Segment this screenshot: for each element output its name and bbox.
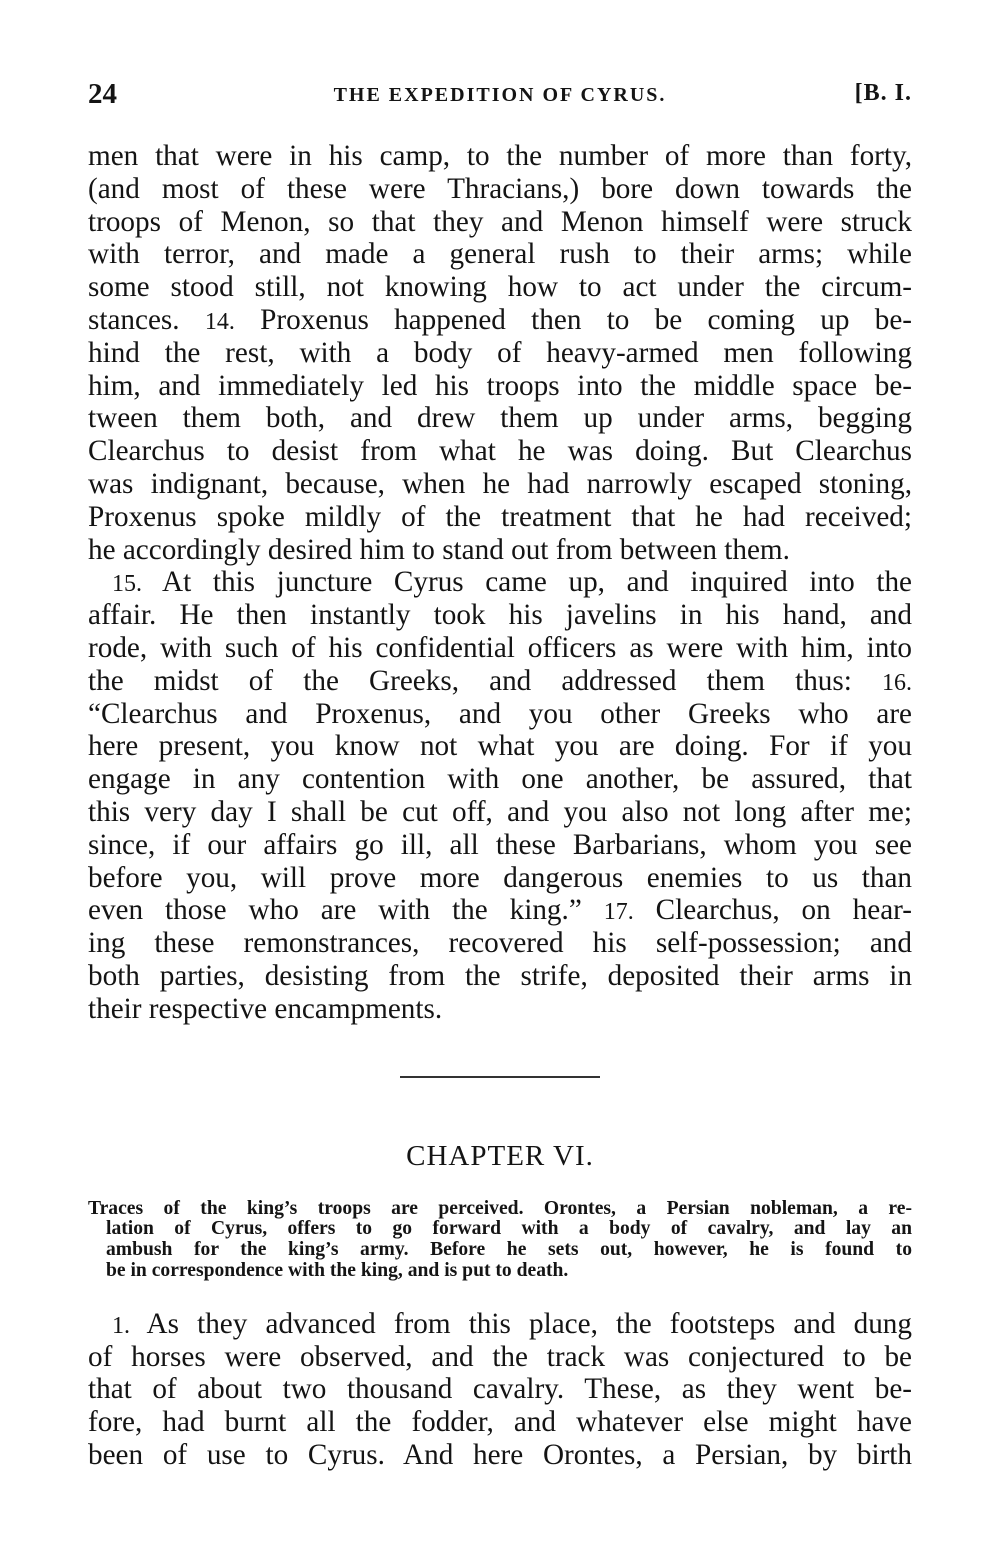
text-line	[88, 665, 912, 698]
line-text: At this juncture Cyrus came up, and inquired into the	[162, 566, 913, 599]
text-line: ing these remonstrances, recovered his self-possession; and	[88, 927, 912, 960]
section-number: 16.	[882, 669, 913, 696]
text-line: (and most of these were Thracians,) bore down towards the	[88, 172, 912, 205]
line-text: even those who are with the king.”	[88, 894, 582, 927]
text-line: since, if our affairs go ill, all these Barbarians, whom you see	[88, 828, 912, 861]
summary-line: be in correspondence with the king, and is put to death.	[106, 1259, 569, 1281]
text-line: their respective encampments.	[88, 992, 443, 1025]
text-line: here present, you know not what you are doing. For if you	[88, 730, 912, 763]
text-line: affair. He then instantly took his javelins in his hand, and	[88, 599, 912, 632]
book-page	[88, 78, 912, 1472]
summary-line: Traces of the king’s troops are perceived. Orontes, a Persian nobleman, a re-	[88, 1197, 912, 1219]
text-line: this very day I shall be cut off, and you also not long after me;	[88, 795, 912, 828]
text-line: was indignant, because, when he had narrowly escaped stoning,	[88, 467, 912, 500]
page-number: 24	[88, 78, 117, 110]
text-line: tween them both, and drew them up under arms, begging	[88, 402, 912, 435]
line-text: Clearchus, on hear-	[655, 894, 913, 927]
text-line: “Clearchus and Proxenus, and you other Greeks who are	[88, 697, 912, 730]
text-line: he accordingly desired him to stand out from between them.	[88, 533, 790, 566]
running-title: THE EXPEDITION OF CYRUS.	[333, 84, 667, 106]
section-number: 1.	[112, 1312, 130, 1339]
text-line	[88, 304, 912, 337]
text-line	[88, 1308, 912, 1341]
chapter-summary	[88, 1199, 912, 1282]
text-line: engage in any contention with one another, be assured, that	[88, 763, 912, 796]
text-line: rode, with such of his confidential officers as were with him, into	[88, 631, 912, 664]
line-text: As they advanced from this place, the footsteps and dung	[146, 1307, 912, 1340]
section-divider	[400, 1076, 600, 1078]
section-number: 15.	[112, 571, 142, 598]
summary-line: lation of Cyrus, offers to go forward with a body of cavalry, and lay an	[106, 1218, 912, 1240]
paragraph-section-15	[88, 566, 912, 1025]
main-text	[88, 140, 912, 1026]
text-line	[88, 566, 912, 599]
book-marker: [B. I.	[854, 80, 912, 106]
paragraph-section-13	[88, 140, 912, 566]
text-line: some stood still, not knowing how to act under the circum-	[88, 271, 912, 304]
text-line	[88, 894, 912, 927]
text-line: before you, will prove more dangerous enemies to us than	[88, 861, 912, 894]
section-number: 17.	[603, 899, 634, 926]
text-line: that of about two thousand cavalry. These, as they went be-	[88, 1373, 912, 1406]
text-line: Proxenus spoke mildly of the treatment that he had received;	[88, 500, 912, 533]
text-line: of horses were observed, and the track was conjectured to be	[88, 1340, 912, 1373]
text-line: Clearchus to desist from what he was doing. But Clearchus	[88, 435, 912, 468]
text-line: troops of Menon, so that they and Menon himself were struck	[88, 205, 912, 238]
text-line: men that were in his camp, to the number of more than forty,	[88, 140, 912, 172]
chapter-text	[88, 1308, 912, 1472]
text-line: with terror, and made a general rush to their arms; while	[88, 238, 912, 271]
text-line: hind the rest, with a body of heavy-armed men following	[88, 336, 912, 369]
line-text: the midst of the Greeks, and addressed them thus:	[88, 664, 852, 697]
chapter-title: CHAPTER VI.	[406, 1139, 594, 1172]
line-text: Proxenus happened then to be coming up be-	[260, 303, 913, 336]
text-line: fore, had burnt all the fodder, and whatever else might have	[88, 1406, 912, 1439]
section-number: 14.	[204, 308, 235, 335]
line-text: stances.	[88, 303, 180, 336]
summary-line: ambush for the king’s army. Before he sets out, however, he is found to	[106, 1239, 912, 1261]
text-line: been of use to Cyrus. And here Orontes, a Persian, by birth	[88, 1438, 912, 1471]
text-line: both parties, desisting from the strife, deposited their arms in	[88, 959, 912, 992]
running-header	[88, 78, 912, 118]
text-line: him, and immediately led his troops into the middle space be-	[88, 369, 912, 402]
